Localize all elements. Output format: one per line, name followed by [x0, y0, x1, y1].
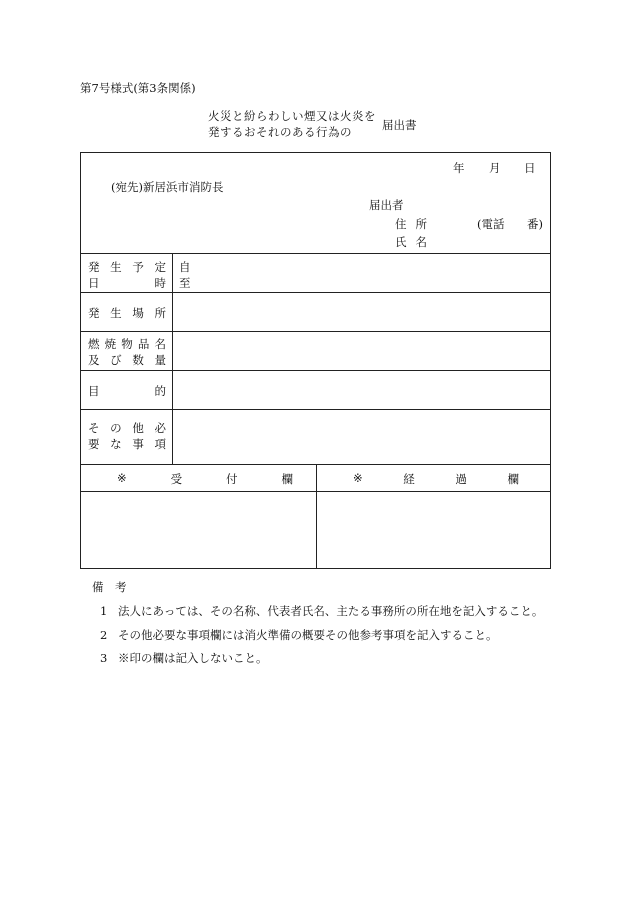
remark-note: 2 その他必要な事項欄には消火準備の概要その他参考事項を記入すること。: [100, 628, 498, 642]
date-day: 日: [524, 161, 536, 175]
row-label-location: 発 生 場 所: [88, 306, 166, 320]
phone-label: (電話 番): [477, 217, 543, 231]
form-number: 第7号様式(第3条関係): [80, 81, 196, 95]
name-label: 氏 名: [395, 235, 427, 249]
row-label-datetime: 日 時: [88, 276, 166, 290]
remark-note: 1 法人にあっては、その名称、代表者氏名、主たる事務所の所在地を記入すること。: [100, 604, 544, 618]
row-label-purpose: 目 的: [88, 384, 166, 398]
progress-column-header: ※ 経 過 欄: [353, 471, 519, 486]
remark-note: 3 ※印の欄は記入しないこと。: [100, 651, 268, 665]
row-label-required: 要 な 事 項: [88, 437, 166, 451]
title-line-2: 発するおそれのある行為の: [208, 125, 352, 139]
addressee: (宛先)新居浜市消防長: [111, 180, 224, 194]
row-label-other: そ の 他 必: [88, 421, 166, 435]
title-suffix: 届出書: [382, 118, 417, 132]
remarks-heading: 備 考: [92, 580, 127, 594]
reception-column-header: ※ 受 付 欄: [117, 471, 293, 486]
date-year: 年: [453, 161, 465, 175]
row-label-burn-items: 燃 焼 物 品 名: [88, 337, 166, 351]
row-label-occurrence: 発 生 予 定: [88, 260, 166, 274]
row-label-quantity: 及 び 数 量: [88, 353, 166, 367]
title-line-1: 火災と紛らわしい煙又は火炎を: [208, 109, 376, 123]
form-table: [80, 152, 551, 569]
to-label: 至: [179, 276, 191, 290]
address-label: 住 所: [395, 217, 427, 231]
notifier-label: 届出者: [369, 198, 404, 212]
from-label: 自: [179, 260, 191, 274]
date-month: 月: [489, 161, 501, 175]
